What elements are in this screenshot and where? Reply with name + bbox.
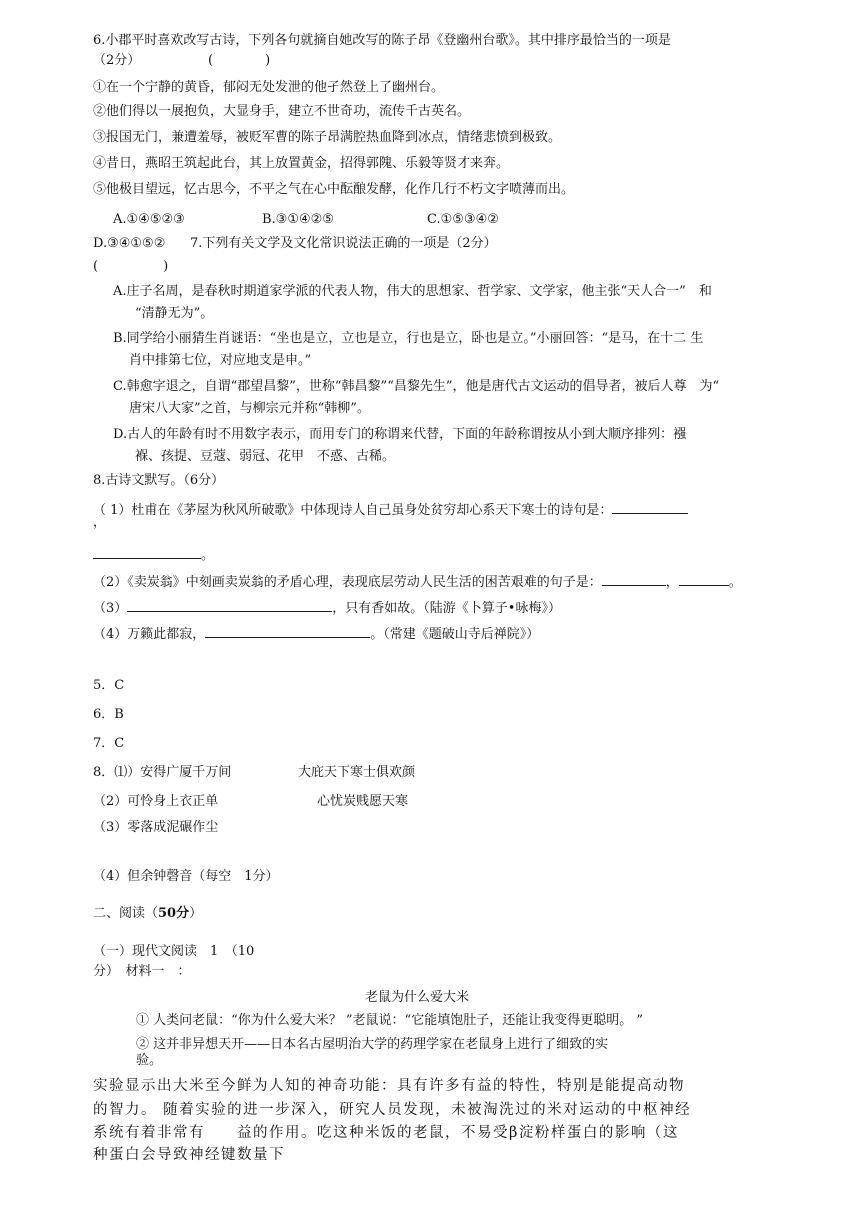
q7-answer-paren: ( ) — [93, 259, 169, 274]
q6-sentence-2: ②他们得以一展抱负，大显身手，建立不世奇功，流传千古英名。 — [93, 104, 471, 119]
q8-prompt-4-post: 。（常建《题破山寺后禅院》） — [370, 627, 540, 642]
q7-option-d-line2: 褓、孩提、豆蔻、弱冠、花甲 不惑、古稀。 — [135, 449, 396, 464]
q8-prompt-3-post: ，只有香如故。（陆游《卜算子•咏梅》） — [332, 601, 561, 616]
q8-prompt-1-text: （ 1）杜甫在《茅屋为秋风所破歌》中体现诗人自己虽身处贫穷却心系天下寒士的诗句是： — [93, 503, 613, 518]
article-paragraph-2-line1: ② 这并非异想天开——日本名古屋明治大学的药理学家在老鼠身上进行了细致的实 — [136, 1037, 609, 1052]
q8-blank-3[interactable] — [127, 597, 332, 612]
q8-prompt-2-comma: ， — [665, 575, 679, 590]
q8-prompt-3 — [93, 597, 561, 618]
section-2-heading-post: ） — [189, 906, 203, 921]
q7-option-a-line1: A.庄子名周，是春秋时期道家学派的代表人物，伟大的思想家、哲学家、文学家，他主张“天人合一” 和 — [113, 284, 712, 299]
article-body-line-2: 的智力。 随着实验的进一步深入，研究人员发现，未被淘洗过的米对运动的中枢神经 — [93, 1102, 692, 1118]
q7-option-d-line1: D.古人的年龄有时不用数字表示，而用专门的称谓来代替，下面的年龄称谓按从小到大顺序排列：襁 — [113, 427, 687, 442]
q7-option-b-line1: B.同学给小丽猜生肖谜语：“坐也是立，立也是立，行也是立，卧也是立。”小丽回答：“是马，在十二 生 — [113, 331, 704, 346]
article-body-line-4: 种蛋白会导致神经键数量下 — [93, 1147, 285, 1163]
section-2-heading-score: 50分 — [158, 906, 190, 921]
q8-prompt-2-end: 。 — [728, 575, 742, 590]
reading-1-subheading: （一）现代文阅读 1 （10 — [93, 944, 255, 959]
q8-prompt-4 — [93, 623, 539, 644]
q8-prompt-2 — [93, 571, 742, 592]
answer-8-2a: （2）可怜身上衣正单 — [93, 794, 219, 809]
q6-answer-paren: ( ) — [208, 53, 271, 68]
q6-sentence-5: ⑤他极目望远，忆古思今，不平之气在心中酝酿发酵，化作几行不朽文字喷薄而出。 — [93, 182, 575, 197]
q8-blank-1a[interactable] — [612, 499, 688, 514]
section-2-heading — [93, 905, 202, 923]
q7-option-c-line1: C.韩愈字退之，自谓“郡望昌黎”，世称“韩昌黎”“昌黎先生”，他是唐代古文运动的倡导者，被后人尊 为“ — [113, 379, 720, 394]
q8-blank-2a[interactable] — [602, 571, 666, 586]
reading-1-material: 分） 材料一 ： — [93, 964, 191, 979]
answer-6: 6．B — [93, 707, 124, 722]
q7-option-c-line2: 唐宋八大家”之首，与柳宗元并称“韩柳”。 — [129, 401, 370, 416]
answer-8-3: （3）零落成泥碾作尘 — [93, 820, 219, 835]
q6-score: （2分） — [93, 53, 141, 68]
q8-blank-4[interactable] — [205, 623, 370, 638]
q7-stem: 7.下列有关文学及文化常识说法正确的一项是（2分） — [190, 236, 497, 251]
q8-stem: 8.古诗文默写。（6分） — [93, 473, 225, 488]
q7-option-b-line2: 肖中排第七位，对应地支是申。” — [129, 353, 312, 368]
article-body-line-3: 系统有着非常有 益的作用。吃这种米饭的老鼠，不易受β淀粉样蛋白的影响（这 — [93, 1125, 679, 1141]
q6-sentence-4: ④昔日，燕昭王筑起此台，其上放置黄金，招得郭隗、乐毅等贤才来奔。 — [93, 156, 510, 171]
article-paragraph-1: ① 人类问老鼠：“你为什么爱大米？ ”老鼠说：“它能填饱肚子，还能让我变得更聪明。 ” — [136, 1013, 643, 1028]
q8-prompt-1-comma: ， — [93, 515, 107, 530]
article-paragraph-2-line2: 验。 — [136, 1053, 163, 1068]
q6-option-c: C.①⑤③④② — [427, 212, 499, 227]
answer-5: 5．C — [93, 678, 125, 693]
q8-blank-2b[interactable] — [679, 571, 729, 586]
q6-sentence-1: ①在一个宁静的黄昏，郁闷无处发泄的他孑然登上了幽州台。 — [93, 80, 445, 95]
section-2-heading-pre: 二、阅读（ — [93, 906, 159, 921]
q6-stem: 6.小郡平时喜欢改写古诗，下列各句就摘自她改写的陈子昂《登幽州台歌》。其中排序最恰当的一项是 — [93, 33, 671, 48]
q7-option-a-line2: “清静无为”。 — [135, 306, 214, 321]
q8-blank-1b[interactable] — [93, 544, 201, 559]
q8-prompt-4-pre: （4）万籁此都寂， — [93, 627, 206, 642]
answer-8-2b: 心忧炭贱愿天寒 — [317, 794, 409, 809]
q8-prompt-3-pre: （3） — [93, 601, 128, 616]
answer-8-1b: 大庇天下寒士俱欢颜 — [298, 765, 416, 780]
q8-prompt-1-end: 。 — [201, 548, 215, 563]
q6-option-d: D.③④①⑤② — [93, 236, 166, 251]
q6-option-a: A.①④⑤②③ — [113, 212, 185, 227]
q8-prompt-2-text: （2）《卖炭翁》中刻画卖炭翁的矛盾心理，表现底层劳动人民生活的困苦艰难的句子是： — [93, 575, 602, 590]
q8-prompt-1 — [93, 499, 688, 520]
article-body-line-1: 实验显示出大米至今鲜为人知的神奇功能：具有许多有益的特性，特别是能提高动物 — [93, 1078, 685, 1094]
answer-8-4: （4）但余钟磬音（每空 1分） — [93, 869, 279, 884]
answer-8-1a: 8．⑴）安得广厦千万间 — [93, 765, 232, 780]
q6-option-b: B.③①④②⑤ — [262, 212, 334, 227]
answer-7: 7．C — [93, 736, 125, 751]
q8-prompt-1-line2 — [93, 544, 214, 565]
article-title: 老鼠为什么爱大米 — [365, 990, 470, 1005]
q6-sentence-3: ③报国无门，兼遭羞辱，被贬军曹的陈子昂满腔热血降到冰点，情绪悲愤到极致。 — [93, 130, 562, 145]
